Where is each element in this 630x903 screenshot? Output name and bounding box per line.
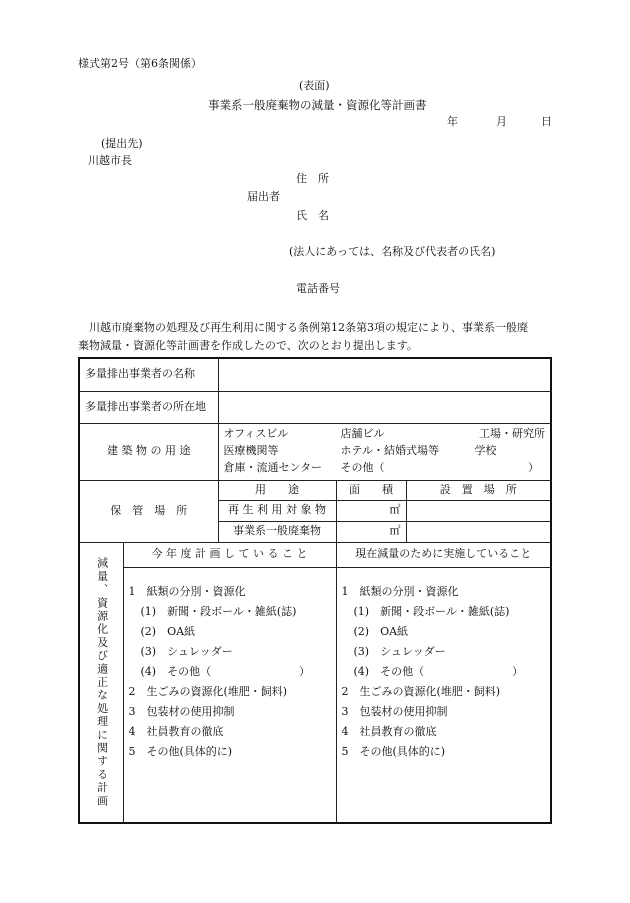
plan-item[interactable]: (3) シュレッダー bbox=[353, 644, 446, 658]
building-use-label: 建 築 物 の 用 途 bbox=[79, 423, 218, 480]
notifier-label: 届出者 bbox=[247, 190, 280, 203]
plan-col-current-year: 今 年 度 計 画 し て い る こ と bbox=[123, 542, 336, 567]
plan-item[interactable]: (1) 新聞・段ボール・雑紙(誌) bbox=[353, 604, 510, 618]
business-name-field[interactable] bbox=[218, 358, 551, 391]
plan-col-implemented: 現在減量のために実施していること bbox=[336, 542, 551, 567]
plan-item[interactable]: 4 社員教育の徹底 bbox=[341, 724, 437, 738]
business-address-label: 多量排出事業者の所在地 bbox=[79, 391, 218, 423]
form-number: 様式第2号（第6条関係） bbox=[78, 57, 202, 70]
plan-item[interactable]: 2 生ごみの資源化(堆肥・飼料) bbox=[341, 684, 501, 698]
plan-list-implemented bbox=[336, 567, 551, 823]
intro-line-1: 川越市廃棄物の処理及び再生利用に関する条例第12条第3項の規定により、事業系一般廃 bbox=[78, 321, 528, 334]
building-use-options bbox=[218, 423, 551, 480]
use-warehouse[interactable]: 倉庫・流通センター bbox=[223, 460, 323, 474]
recipient-name: 川越市長 bbox=[88, 154, 132, 167]
plan-item[interactable]: (4) その他（ ） bbox=[353, 664, 524, 678]
storage-header-use: 用 途 bbox=[218, 480, 336, 500]
intro-line-2: 棄物減量・資源化等計画書を作成したので、次のとおり提出します。 bbox=[78, 339, 418, 352]
plan-vertical-label: 減量、資源化及び適正な処理に関する計画 bbox=[79, 542, 123, 823]
corporate-note: (法人にあっては、名称及び代表者の氏名) bbox=[289, 245, 496, 258]
business-name-label: 多量排出事業者の名称 bbox=[79, 358, 218, 391]
storage-row-recyclable: 再 生 利 用 対 象 物 bbox=[218, 500, 336, 521]
recipient-label: (提出先) bbox=[101, 137, 143, 150]
storage-header-area: 面 積 bbox=[336, 480, 406, 500]
plan-item[interactable]: 5 その他(具体的に) bbox=[128, 744, 233, 758]
plan-item[interactable]: 2 生ごみの資源化(堆肥・飼料) bbox=[128, 684, 288, 698]
plan-list-current-year bbox=[123, 567, 336, 823]
storage-area-general-waste[interactable] bbox=[336, 521, 406, 542]
plan-item[interactable]: (2) OA紙 bbox=[353, 624, 409, 638]
area-unit: ㎡ bbox=[389, 503, 401, 517]
date-month: 月 bbox=[496, 115, 507, 128]
name-label: 氏 名 bbox=[296, 209, 329, 222]
use-store[interactable]: 店舗ビル bbox=[340, 427, 385, 441]
business-address-field[interactable] bbox=[218, 391, 551, 423]
use-hotel[interactable]: ホテル・結婚式場等 bbox=[340, 444, 439, 458]
storage-location-general-waste[interactable] bbox=[406, 521, 551, 542]
phone-label: 電話番号 bbox=[296, 282, 340, 295]
use-factory[interactable]: 工場・研究所 bbox=[479, 427, 546, 441]
address-label: 住 所 bbox=[296, 172, 329, 185]
storage-header-location: 設 置 場 所 bbox=[406, 480, 551, 500]
plan-item[interactable]: 4 社員教育の徹底 bbox=[128, 724, 224, 738]
plan-form-table bbox=[78, 357, 552, 824]
document-title: 事業系一般廃棄物の減量・資源化等計画書 bbox=[208, 98, 427, 112]
plan-item[interactable]: 1 紙類の分別・資源化 bbox=[128, 584, 246, 598]
plan-item[interactable]: (2) OA紙 bbox=[140, 624, 196, 638]
date-year: 年 bbox=[447, 115, 458, 128]
plan-item[interactable]: 5 その他(具体的に) bbox=[341, 744, 446, 758]
use-office[interactable]: オフィスビル bbox=[223, 427, 289, 441]
storage-area-recyclable[interactable] bbox=[336, 500, 406, 521]
use-medical[interactable]: 医療機関等 bbox=[223, 444, 279, 458]
storage-location-recyclable[interactable] bbox=[406, 500, 551, 521]
plan-item[interactable]: (4) その他（ ） bbox=[140, 664, 311, 678]
use-other-close: ） bbox=[528, 460, 540, 474]
date-day: 日 bbox=[541, 115, 552, 128]
use-other[interactable]: その他（ bbox=[340, 460, 385, 474]
area-unit: ㎡ bbox=[389, 524, 401, 538]
storage-label: 保 管 場 所 bbox=[79, 480, 218, 542]
plan-item[interactable]: 3 包装材の使用抑制 bbox=[341, 704, 448, 718]
form-side: (表面) bbox=[299, 79, 330, 92]
plan-item[interactable]: 3 包装材の使用抑制 bbox=[128, 704, 235, 718]
plan-item[interactable]: (1) 新聞・段ボール・雑紙(誌) bbox=[140, 604, 297, 618]
plan-item[interactable]: 1 紙類の分別・資源化 bbox=[341, 584, 459, 598]
use-school[interactable]: 学校 bbox=[474, 444, 497, 458]
plan-item[interactable]: (3) シュレッダー bbox=[140, 644, 233, 658]
storage-row-general-waste: 事業系一般廃棄物 bbox=[218, 521, 336, 542]
